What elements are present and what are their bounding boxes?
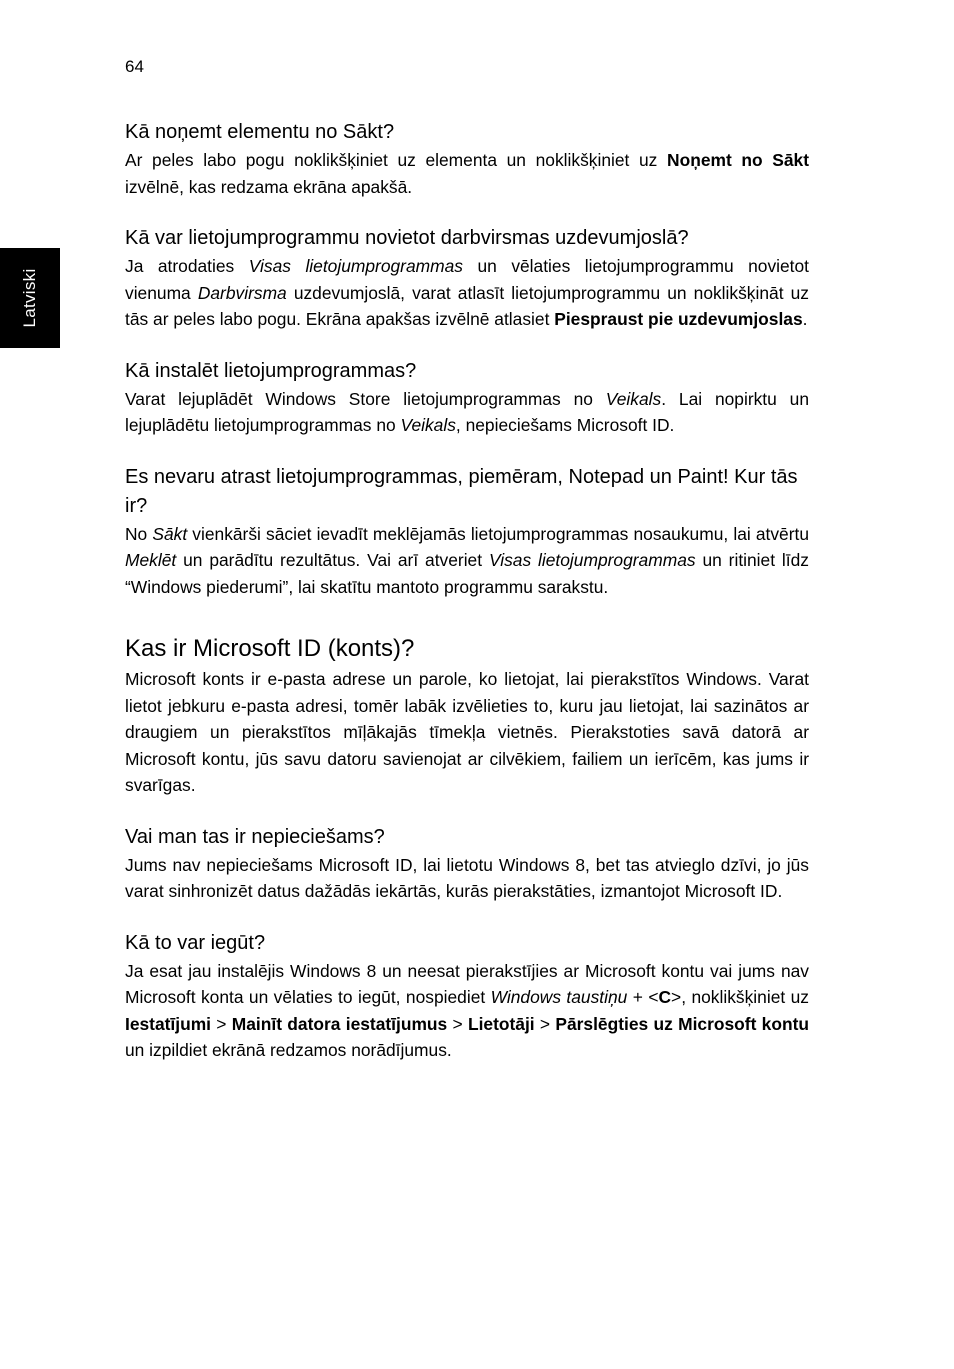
text-run: . xyxy=(802,309,808,329)
text-run: . Lai nopirktu un lejuplādētu lietojumprogrammas no xyxy=(125,388,810,435)
text-run: Jums nav nepieciešams Microsoft ID, lai lietotu Windows 8, bet tas atvieglo dzīvi, jo jūs varat sinhronizēt datus dažādās iekārtās, kurās pierakstāties, izmantojot Microsoft ID. xyxy=(125,854,809,901)
italic-text: Veikals xyxy=(400,415,456,435)
question-heading: Kā noņemt elementu no Sākt? xyxy=(125,121,395,143)
italic-text: Visas lietojumprogrammas xyxy=(488,550,696,570)
bold-text: Noņemt no Sākt xyxy=(667,150,809,170)
text-run: un izpildiet ekrānā redzamos norādījumus. xyxy=(125,1040,452,1060)
bold-text: Pārslēgties uz Microsoft kontu xyxy=(555,1013,809,1034)
bold-text: Mainīt datora iestatījumus xyxy=(231,1013,448,1034)
answer-paragraph xyxy=(125,958,809,1064)
italic-text: Veikals xyxy=(605,388,662,409)
text-run: uzdevumjoslā, varat atlasīt lietojumprogrammu un noklikšķināt uz tās ar peles labo pogu. Ekrāna apakšas izvēlnē atlasiet xyxy=(125,282,809,329)
italic-text: Visas lietojumprogrammas xyxy=(248,256,463,276)
text-run: Ja esat jau instalējis Windows 8 un neesat pierakstījies ar Microsoft kontu vai jums nav Microsoft konta un vēlaties to iegūt, nospiediet xyxy=(125,960,809,1007)
answer-paragraph xyxy=(125,521,809,601)
text-run: izvēlnē, kas redzama ekrāna apakšā. xyxy=(125,176,413,197)
language-tab-label: Latviski xyxy=(20,268,39,328)
bold-text: Piespraust pie uzdevumjoslas xyxy=(554,309,803,329)
page-content xyxy=(125,118,809,1064)
italic-text: Meklēt xyxy=(125,550,177,570)
text-run: un ritiniet līdz “Windows piederumi”, lai skatītu mantoto programmu sarakstu. xyxy=(125,550,809,597)
text-run: + < xyxy=(627,987,659,1007)
italic-text: Darbvirsma xyxy=(197,282,287,303)
question-heading: Vai man tas ir nepieciešams? xyxy=(125,825,385,848)
text-run: Ar peles labo pogu noklikšķiniet uz elementa un noklikšķiniet uz xyxy=(125,150,668,170)
italic-text: Windows taustiņu xyxy=(490,987,628,1007)
text-run: , nepieciešams Microsoft ID. xyxy=(455,415,675,435)
question-heading: Es nevaru atrast lietojumprogrammas, piemēram, Notepad un Paint! Kur tās ir? xyxy=(125,465,798,517)
text-run: un parādītu rezultātus. Vai arī atveriet xyxy=(176,550,489,570)
question-heading: Kā to var iegūt? xyxy=(125,931,266,954)
answer-paragraph xyxy=(125,253,809,333)
answer-paragraph xyxy=(125,386,809,439)
text-run: vienkārši sāciet ievadīt meklējamās lietojumprogrammas nosaukumu, lai atvērtu xyxy=(187,523,810,544)
answer-paragraph xyxy=(125,147,809,200)
text-run: >, noklikšķiniet uz xyxy=(671,987,809,1007)
text-run: un vēlaties lietojumprogrammu novietot vienuma xyxy=(125,256,810,303)
bold-text: Iestatījumi xyxy=(125,1013,212,1034)
text-run: No xyxy=(125,523,153,544)
text-run: Microsoft konts ir e-pasta adrese un parole, ko lietojat, lai pierakstītos Windows. Varat lietot jebkuru e-pasta adresi, tomēr labāk izvēlieties to, kuru jau lietojat, lai sazinātos ar draugiem un pierakstītos mīļākajās tīmekļa vietnēs. Pierakstoties savā datorā ar Microsoft kontu, jūs savu datoru savienojat ar cilvēkiem, failiem un ierīcēm, kas jums ir svarīgas. xyxy=(125,669,809,795)
text-run: > xyxy=(534,1013,556,1034)
section-heading: Kas ir Microsoft ID (konts)? xyxy=(125,635,415,662)
text-run: Ja atrodaties xyxy=(125,256,249,276)
text-run: > xyxy=(447,1013,468,1034)
bold-text: C xyxy=(658,987,672,1007)
text-run: Varat lejuplādēt Windows Store lietojumprogrammas no xyxy=(125,388,606,409)
answer-paragraph xyxy=(125,666,809,799)
text-run: > xyxy=(211,1013,232,1034)
bold-text: Lietotāji xyxy=(467,1013,535,1034)
page-number: 64 xyxy=(125,57,144,76)
italic-text: Sākt xyxy=(152,523,188,544)
question-heading: Kā var lietojumprogrammu novietot darbvirsmas uzdevumjoslā? xyxy=(125,227,689,249)
question-heading: Kā instalēt lietojumprogrammas? xyxy=(125,359,417,382)
language-tab xyxy=(0,248,60,348)
answer-paragraph xyxy=(125,852,809,905)
